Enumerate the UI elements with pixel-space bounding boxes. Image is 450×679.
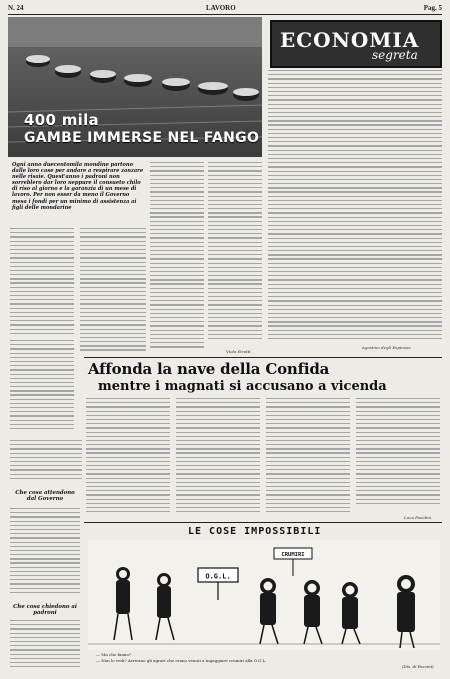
economia-signature: Agostino degli Espinosa: [362, 345, 411, 350]
column-text: [10, 508, 80, 600]
column-text: [266, 398, 350, 520]
column-text: [208, 162, 262, 348]
cartoon-caption-line2: — Non lo vedi? Arrivano gli agrari che erano venuti a ingaggiare crumiri alla O.G.L.: [96, 658, 267, 663]
sidebar-heading-governo: Che cosa attendono dal Governo: [15, 490, 75, 502]
photo-caption: Ogni anno duecentomila mondine partono dalle loro case per andare a respirare zanzare nelle risaie. Quest'anno i padroni non sorreblero dar loro neppure il consueto chilo di riso al giorno e la garanzia di un mese di lavoro. Per non esser da meno il Governo mesa i fondi per un minimo di assistenza ai figli delle mondarine: [12, 162, 144, 211]
column-text: [150, 162, 204, 356]
bottom-article-signature: Luca Pavolini: [404, 515, 432, 520]
economia-title: ECONOMIA: [280, 28, 420, 52]
page-number: Pag. 5: [423, 4, 442, 12]
page-header: [8, 4, 442, 14]
column-text: [356, 398, 440, 514]
column-text: [86, 398, 170, 520]
sign-crumiri: CRUMIRI: [281, 552, 305, 558]
column-text: [176, 398, 260, 520]
economia-banner: [270, 20, 442, 68]
economia-subtitle: segreta: [372, 48, 418, 62]
masthead: LAVORO: [206, 4, 236, 12]
rice-field-photo: [8, 17, 262, 157]
column-text: [80, 228, 146, 356]
bottom-headline: Affonda la nave della Confida: [88, 360, 330, 378]
cartoon-credit: (Dis. di Fazzini): [402, 664, 434, 669]
sign-ogl: O.G.L.: [205, 572, 231, 581]
column-text: [10, 440, 82, 486]
cartoon-title: LE COSE IMPOSSIBILI: [188, 526, 322, 537]
sidebar-heading-padroni: Che cosa chiedono ai padroni: [13, 604, 77, 616]
economia-text: [268, 70, 442, 350]
cartoon-drawing: [88, 540, 440, 650]
photo-title-line1: 400 mila: [24, 111, 99, 129]
cartoon-caption-line1: — Ma che fanno?: [96, 652, 132, 657]
column-text: [10, 228, 74, 338]
bottom-subheadline: mentre i magnati si accusano a vicenda: [98, 379, 387, 394]
photo-title-line2: GAMBE IMMERSE NEL FANGO: [24, 130, 260, 146]
top-article-signature: Viola Stratti: [226, 349, 251, 354]
column-text: [10, 620, 80, 672]
column-text: [10, 340, 74, 436]
issue-number: N. 24: [8, 4, 24, 12]
